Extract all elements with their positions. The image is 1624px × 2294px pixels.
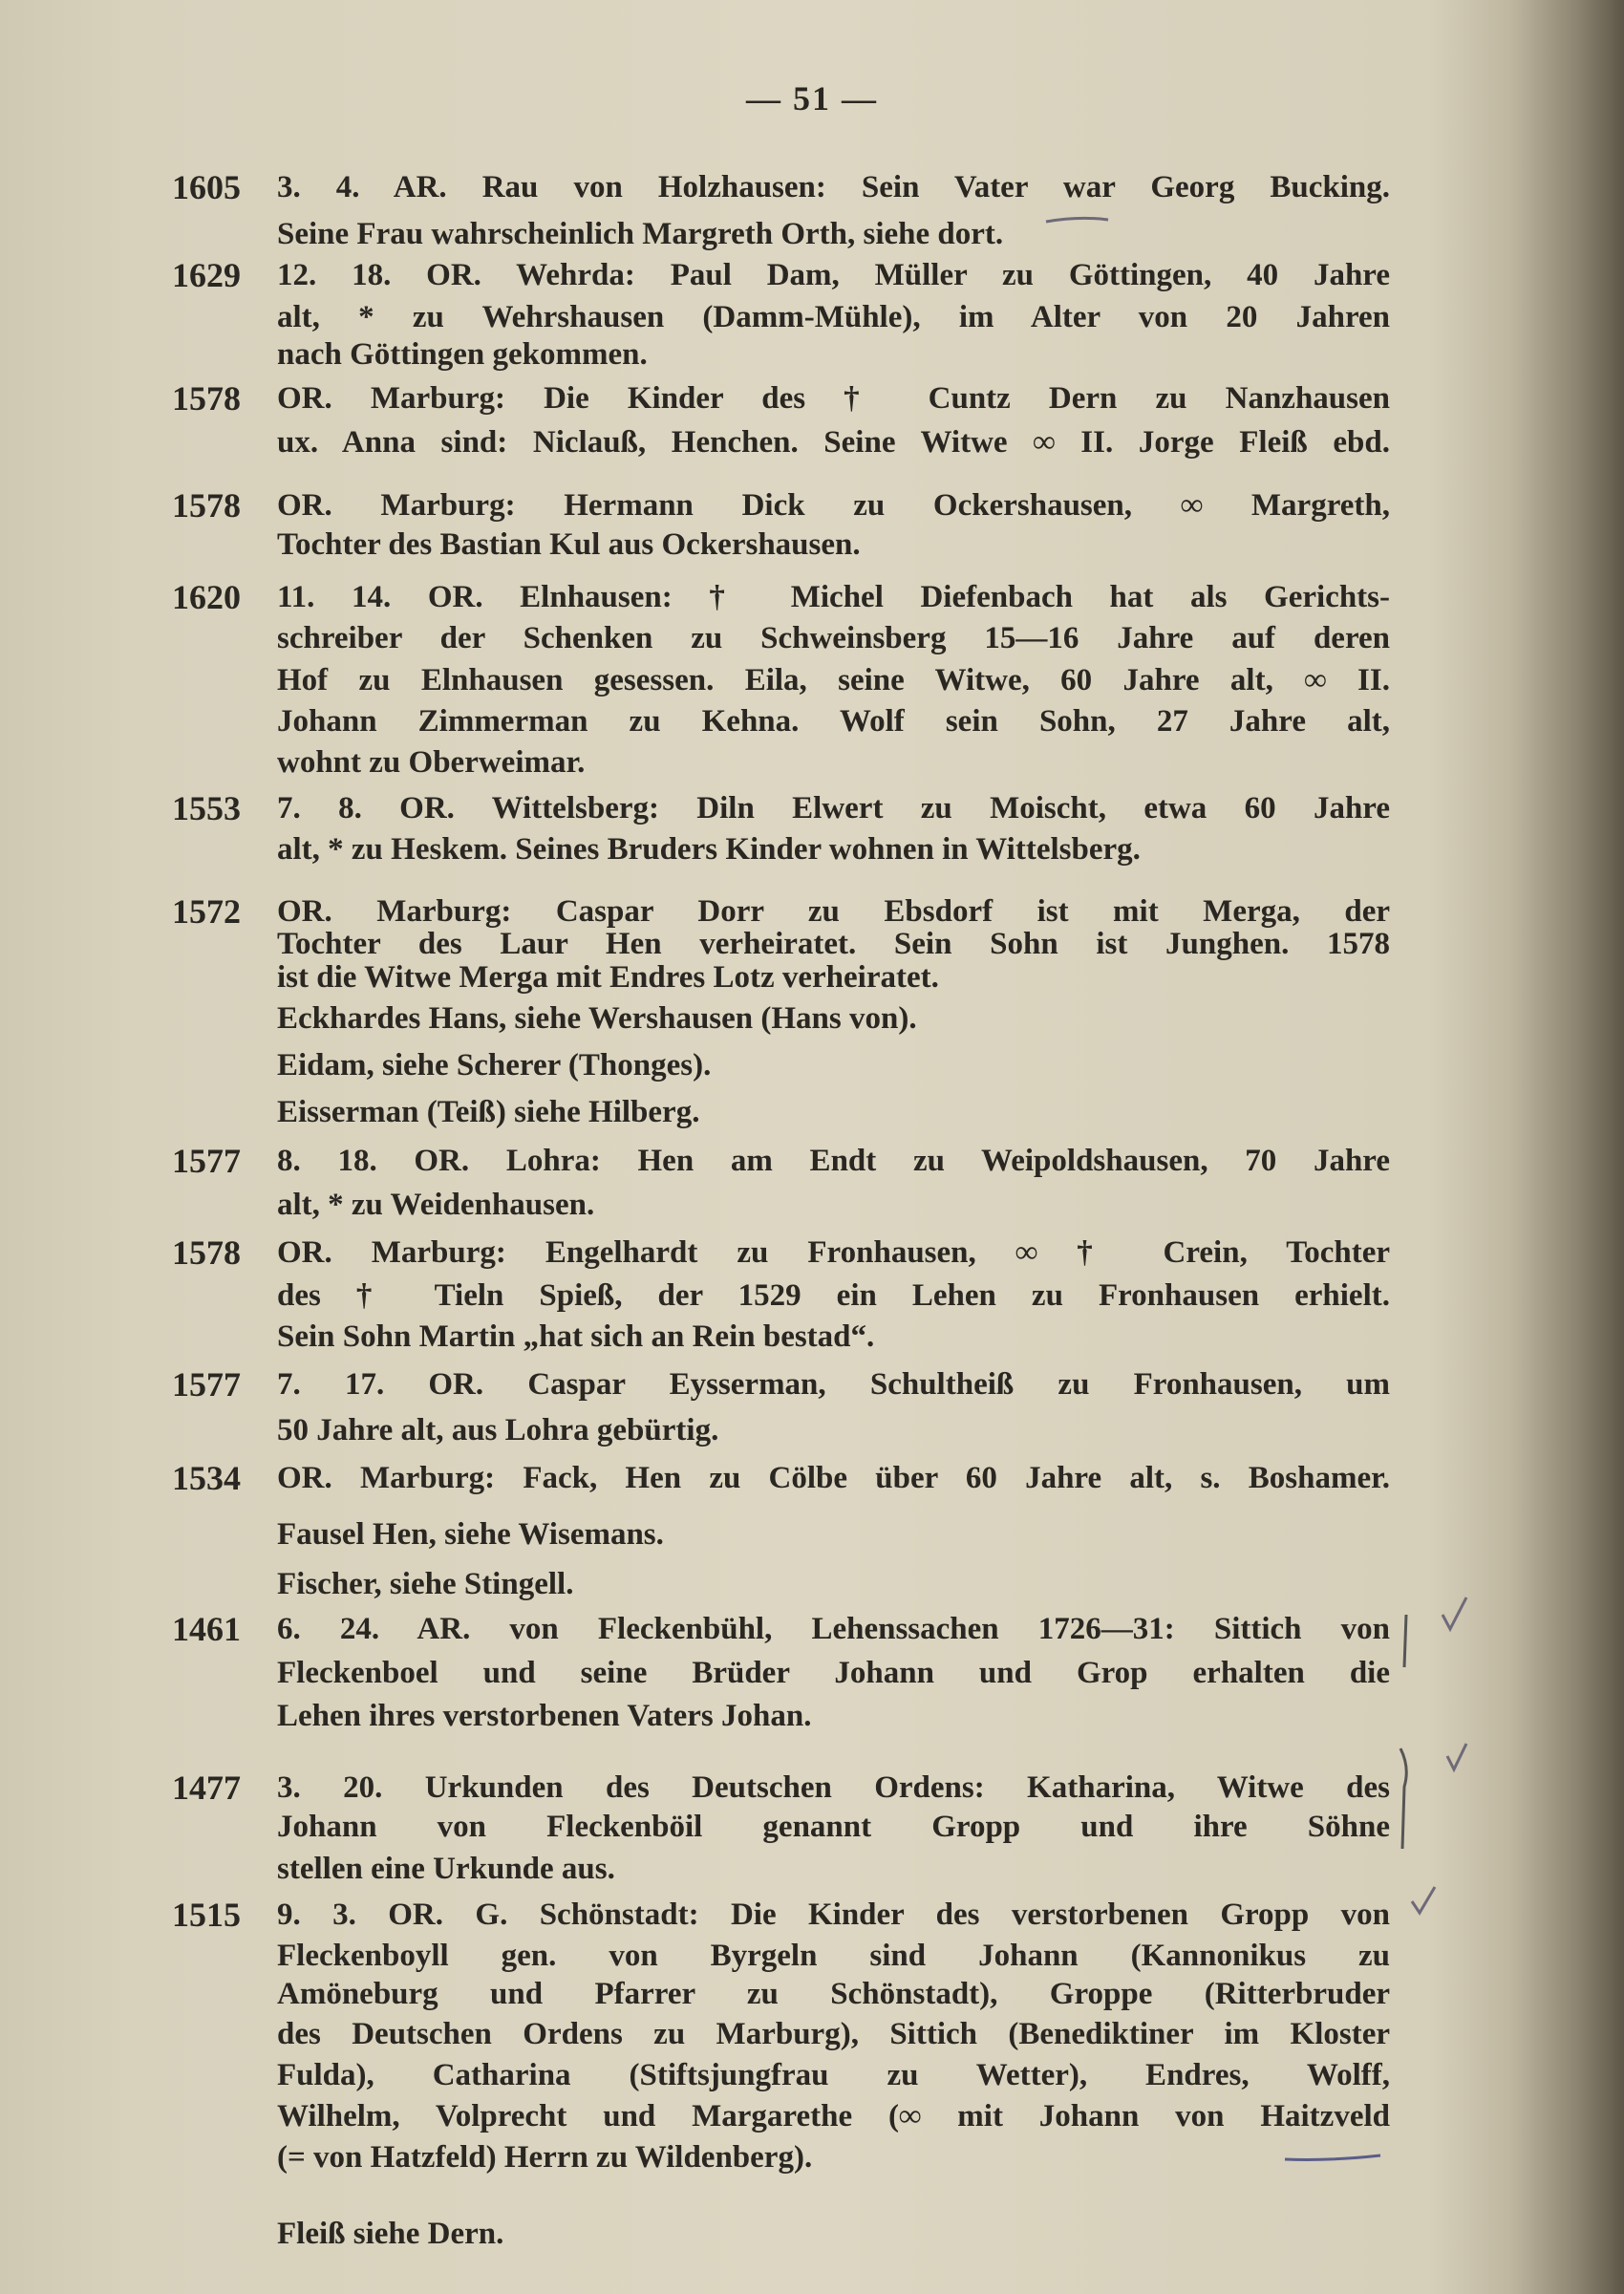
entry-year: 1553	[172, 788, 241, 827]
entry-year: 1620	[172, 578, 241, 617]
entry-text-line: Fleckenboel und seine Brüder Johann und Grop erhalten die	[277, 1656, 1390, 1691]
entry-text-line: Eisserman (Teiß) siehe Hilberg.	[277, 1095, 700, 1130]
entry-text-line: Wilhelm, Volprecht und Margarethe (∞ mit Johann von Haitzveld	[277, 2099, 1390, 2134]
entry-text-line: 3. 20. Urkunden des Deutschen Ordens: Katharina, Witwe des	[277, 1769, 1390, 1805]
entry-text-line: 12. 18. OR. Wehrda: Paul Dam, Müller zu Göttingen, 40 Jahre	[277, 258, 1390, 293]
entry-text-line: ist die Witwe Merga mit Endres Lotz verheiratet.	[277, 960, 939, 996]
entry-text-line: OR. Marburg: Fack, Hen zu Cölbe über 60 Jahre alt, s. Boshamer.	[277, 1461, 1390, 1496]
entry-text-line: nach Göttingen gekommen.	[277, 336, 648, 372]
entry-text-line: 7. 17. OR. Caspar Eysserman, Schultheiß zu Fronhausen, um	[277, 1367, 1390, 1403]
entry-text-line: 6. 24. AR. von Fleckenbühl, Lehenssachen 1726—31: Sittich von	[277, 1612, 1390, 1647]
entry-text-line: Eckhardes Hans, siehe Wershausen (Hans von).	[277, 1001, 917, 1037]
entry-year: 1629	[172, 256, 241, 295]
entry-text-line: Eidam, siehe Scherer (Thonges).	[277, 1048, 712, 1083]
page-number: — 51 —	[746, 79, 878, 118]
entry-text-line: Johann von Fleckenböil genannt Gropp und ihre Söhne	[277, 1809, 1390, 1844]
entry-text-line: Hof zu Elnhausen gesessen. Eila, seine Witwe, 60 Jahre alt, ∞ II.	[277, 663, 1390, 698]
entry-text-line: Fleiß siehe Dern.	[277, 2216, 504, 2251]
entry-text-line: wohnt zu Oberweimar.	[277, 745, 586, 781]
entry-text-line: Amöneburg und Pfarrer zu Schönstadt), Groppe (Ritterbruder	[277, 1976, 1390, 2011]
entry-text-line: 50 Jahre alt, aus Lohra gebürtig.	[277, 1412, 719, 1447]
entry-text-line: 8. 18. OR. Lohra: Hen am Endt zu Weipoldshausen, 70 Jahre	[277, 1143, 1390, 1178]
entry-year: 1461	[172, 1610, 241, 1649]
entry-year: 1577	[172, 1365, 241, 1404]
entry-year: 1578	[172, 1233, 241, 1273]
entry-text-line: Seine Frau wahrscheinlich Margreth Orth, siehe dort.	[277, 217, 1004, 252]
entry-text-line: Sein Sohn Martin „hat sich an Rein bestad“.	[277, 1319, 875, 1354]
entry-text-line: (= von Hatzfeld) Herrn zu Wildenberg).	[277, 2140, 813, 2176]
entry-text-line: Lehen ihres verstorbenen Vaters Johan.	[277, 1698, 812, 1733]
entry-year: 1578	[172, 378, 241, 418]
entry-text-line: schreiber der Schenken zu Schweinsberg 15—16 Jahre auf deren	[277, 620, 1390, 655]
entry-text-line: Fulda), Catharina (Stiftsjungfrau zu Wetter), Endres, Wolff,	[277, 2058, 1390, 2093]
entry-year: 1578	[172, 485, 241, 525]
entry-text-line: alt, * zu Wehrshausen (Damm-Mühle), im Alter von 20 Jahren	[277, 300, 1390, 335]
entry-year: 1477	[172, 1768, 241, 1807]
entry-text-line: Fausel Hen, siehe Wisemans.	[277, 1516, 664, 1552]
entry-text-line: 9. 3. OR. G. Schönstadt: Die Kinder des verstorbenen Gropp von	[277, 1897, 1390, 1932]
check-mark-icon	[1442, 1597, 1466, 1629]
entry-text-line: des † Tieln Spieß, der 1529 ein Lehen zu Fronhausen erhielt.	[277, 1277, 1390, 1313]
entry-text-line: OR. Marburg: Hermann Dick zu Ockershausen, ∞ Margreth,	[277, 487, 1390, 523]
check-mark-icon	[1447, 1744, 1466, 1769]
entry-text-line: des Deutschen Ordens zu Marburg), Sittich (Benediktiner im Kloster	[277, 2017, 1390, 2052]
entry-text-line: alt, * zu Heskem. Seines Bruders Kinder wohnen in Wittelsberg.	[277, 831, 1141, 867]
entry-year: 1515	[172, 1895, 241, 1934]
entry-text-line: Fleckenboyll gen. von Byrgeln sind Johann (Kannonikus zu	[277, 1938, 1390, 1973]
entry-text-line: Tochter des Bastian Kul aus Ockershausen.	[277, 526, 861, 562]
bracket-mark	[1400, 1748, 1406, 1849]
entry-year: 1577	[172, 1141, 241, 1180]
entry-text-line: Johann Zimmerman zu Kehna. Wolf sein Sohn, 27 Jahre alt,	[277, 704, 1390, 740]
entry-text-line: OR. Marburg: Caspar Dorr zu Ebsdorf ist mit Merga, der	[277, 894, 1390, 930]
bracket-mark	[1404, 1615, 1406, 1667]
entry-year: 1534	[172, 1459, 241, 1498]
entry-year: 1572	[172, 892, 241, 932]
check-mark-icon	[1412, 1887, 1435, 1913]
entry-year: 1605	[172, 168, 241, 207]
entry-text-line: 11. 14. OR. Elnhausen: † Michel Diefenbach hat als Gerichts-	[277, 580, 1390, 615]
entry-text-line: Tochter des Laur Hen verheiratet. Sein Sohn ist Junghen. 1578	[277, 927, 1390, 962]
entry-text-line: OR. Marburg: Die Kinder des † Cuntz Dern zu Nanzhausen	[277, 380, 1390, 416]
entry-text-line: stellen eine Urkunde aus.	[277, 1852, 615, 1887]
entry-text-line: Fischer, siehe Stingell.	[277, 1566, 574, 1601]
entry-text-line: 3. 4. AR. Rau von Holzhausen: Sein Vater war Georg Bucking.	[277, 170, 1390, 205]
entry-text-line: ux. Anna sind: Niclauß, Henchen. Seine Witwe ∞ II. Jorge Fleiß ebd.	[277, 424, 1390, 460]
entry-text-line: alt, * zu Weidenhausen.	[277, 1187, 595, 1222]
entry-text-line: OR. Marburg: Engelhardt zu Fronhausen, ∞ † Crein, Tochter	[277, 1235, 1390, 1271]
entry-text-line: 7. 8. OR. Wittelsberg: Diln Elwert zu Moischt, etwa 60 Jahre	[277, 790, 1390, 825]
